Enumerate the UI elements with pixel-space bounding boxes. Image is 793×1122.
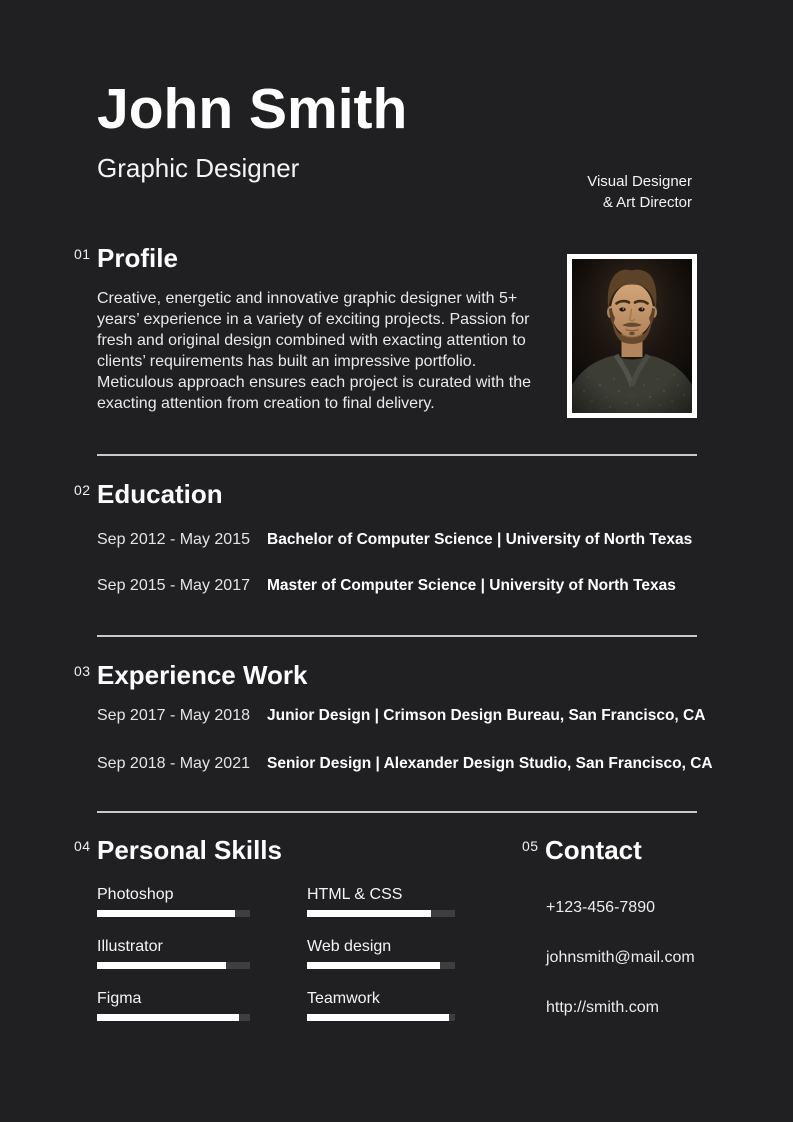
section-number-profile: 01 (74, 246, 91, 262)
experience-row (97, 706, 713, 726)
skill-bar-fill (307, 962, 440, 969)
contact-email[interactable]: johnsmith@mail.com (546, 949, 695, 966)
section-divider (97, 635, 697, 637)
education-period: Sep 2015 - May 2017 (97, 577, 250, 594)
skill-label: Figma (97, 990, 142, 1007)
section-title-contact-text: Contact (545, 835, 642, 865)
experience-description: Senior Design | Alexander Design Studio, San Francisco, CA (267, 755, 713, 772)
section-title-experience (74, 660, 308, 690)
section-divider (97, 811, 697, 813)
skill-item (97, 989, 250, 1021)
skill-bar-fill (307, 1014, 449, 1021)
section-number-experience: 03 (74, 663, 91, 679)
skill-bar (97, 910, 250, 917)
tagline (587, 171, 692, 213)
section-number-education: 02 (74, 482, 91, 498)
section-title-education (74, 479, 223, 509)
skill-bar-fill (97, 910, 235, 917)
skill-label: Teamwork (307, 990, 380, 1007)
skills-grid (97, 885, 455, 1021)
section-number-contact: 05 (522, 838, 539, 854)
skill-label: HTML & CSS (307, 886, 403, 903)
section-title-education-text: Education (97, 479, 223, 509)
section-divider (97, 454, 697, 456)
skill-bar-fill (97, 962, 226, 969)
contact-website[interactable]: http://smith.com (546, 999, 659, 1016)
person-role: Graphic Designer (97, 153, 300, 183)
section-title-experience-text: Experience Work (97, 660, 308, 690)
section-number-skills: 04 (74, 838, 91, 854)
skill-label: Illustrator (97, 938, 163, 955)
skill-bar-fill (97, 1014, 239, 1021)
contact-list (546, 898, 695, 1018)
skill-item (307, 885, 455, 917)
skill-bar-fill (307, 910, 431, 917)
skill-item (307, 937, 455, 969)
skill-label: Photoshop (97, 886, 174, 903)
experience-description: Junior Design | Crimson Design Bureau, San Francisco, CA (267, 707, 706, 724)
section-title-profile (74, 243, 178, 273)
tagline-line-1: Visual Designer (587, 173, 692, 190)
section-title-profile-text: Profile (97, 243, 178, 273)
skill-bar (307, 910, 455, 917)
skill-item (97, 885, 250, 917)
skill-item (97, 937, 250, 969)
skill-bar (307, 962, 455, 969)
contact-phone[interactable]: +123-456-7890 (546, 899, 655, 916)
section-title-contact (522, 835, 642, 865)
education-row (97, 530, 692, 550)
portrait-image (572, 259, 692, 413)
experience-period: Sep 2017 - May 2018 (97, 707, 250, 724)
education-period: Sep 2012 - May 2015 (97, 531, 250, 548)
experience-list (97, 706, 713, 774)
profile-photo (567, 254, 697, 418)
section-title-skills-text: Personal Skills (97, 835, 282, 865)
skill-label: Web design (307, 938, 392, 955)
skill-bar (307, 1014, 455, 1021)
person-name: John Smith (97, 77, 408, 141)
education-description: Bachelor of Computer Science | University of North Texas (267, 531, 693, 548)
education-row (97, 576, 692, 596)
education-description: Master of Computer Science | University of North Texas (267, 577, 676, 594)
skill-bar (97, 962, 250, 969)
tagline-line-2: & Art Director (602, 194, 692, 211)
section-title-skills (74, 835, 282, 865)
experience-period: Sep 2018 - May 2021 (97, 755, 250, 772)
education-list (97, 530, 692, 596)
experience-row (97, 754, 713, 774)
skill-item (307, 989, 455, 1021)
profile-paragraph: Creative, energetic and innovative graphic designer with 5+ years’ experience in a variety of exciting projects. Passion for fresh and original design combined with exacting attention to clients’ requirements has built an impressive portfolio. Meticulous approach ensures each project is curated with the exacting attention from creation to final delivery. (97, 290, 532, 412)
skill-bar (97, 1014, 250, 1021)
